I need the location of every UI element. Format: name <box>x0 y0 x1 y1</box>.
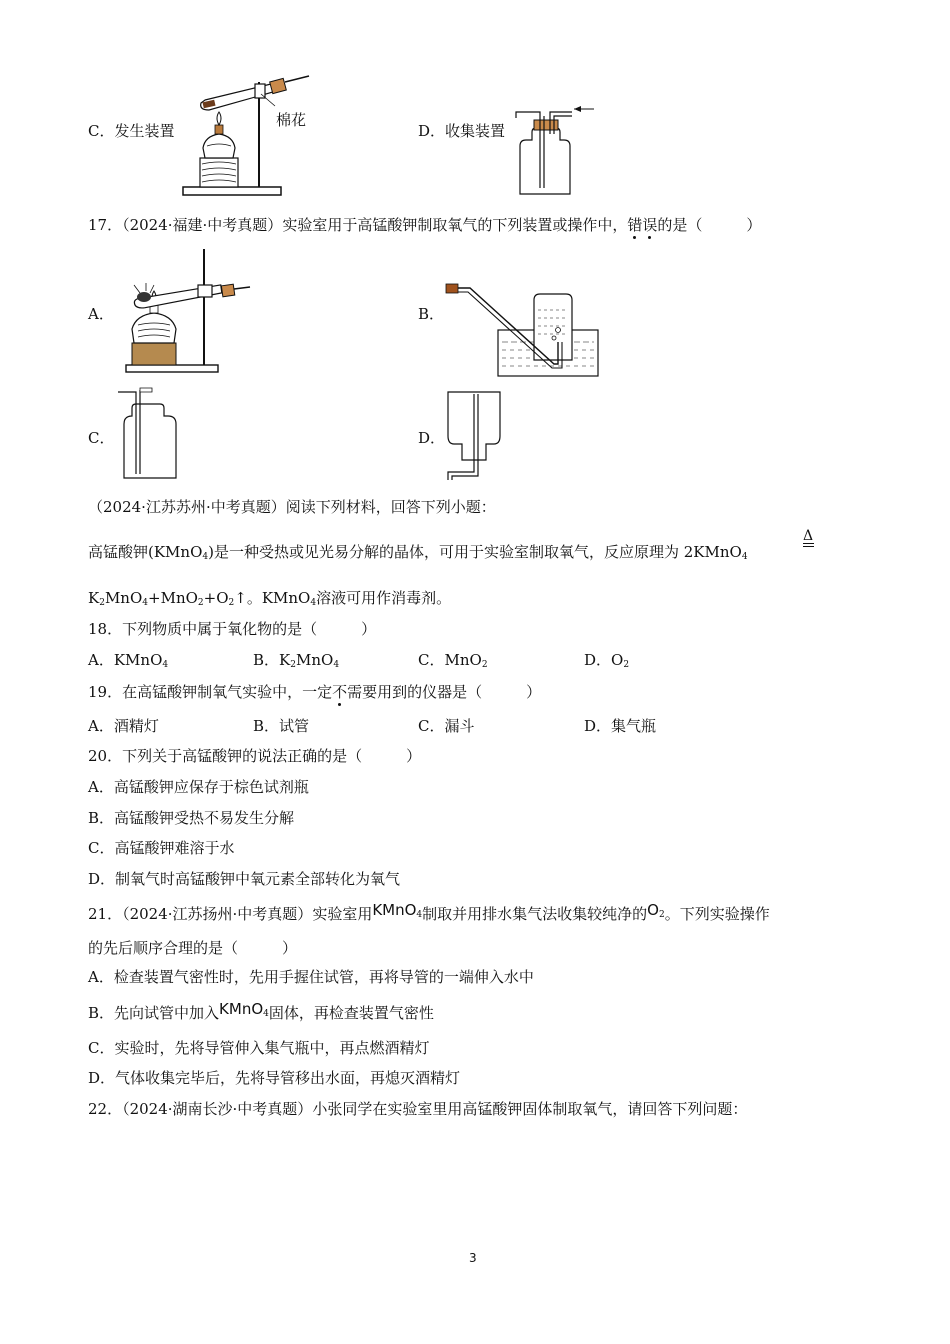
option-label: C． <box>88 122 115 140</box>
question-source: （2024·江苏扬州·中考真题） <box>122 905 313 923</box>
subscript: 4 <box>263 1009 269 1019</box>
option-text: MnO <box>295 651 334 669</box>
subscript: 4 <box>162 660 169 670</box>
text-run: MnO <box>104 589 143 607</box>
question-source: （2024·湖南长沙·中考真题） <box>122 1100 313 1118</box>
question-number: 22． <box>88 1100 123 1118</box>
q20-stem <box>88 746 421 766</box>
stem-text: 18．下列物质中属于氧化物的是（ <box>88 620 318 638</box>
text-run: +MnO <box>148 589 198 607</box>
option-label: A． <box>88 968 114 986</box>
close-paren: ） <box>406 747 422 765</box>
subscript: 4 <box>142 598 149 608</box>
stem-text: 小张同学在实验室里用高锰酸钾固体制取氧气，请回答下列问题： <box>312 1100 748 1118</box>
q17-option-d-label: D． <box>418 429 446 447</box>
subscript: 4 <box>310 598 317 608</box>
q19-option-c <box>418 716 475 736</box>
option-text: 发生装置 <box>114 122 175 140</box>
option-label: D． <box>584 717 612 735</box>
emphasis-char: 不 <box>332 683 348 701</box>
q21-option-c <box>88 1038 430 1058</box>
option-text: 高锰酸钾应保存于棕色试剂瓶 <box>113 778 309 796</box>
option-label: B． <box>88 1004 115 1022</box>
q18-option-a <box>88 650 168 670</box>
text-run: +O <box>203 589 229 607</box>
text-run: K <box>88 589 100 607</box>
subscript: 2 <box>99 598 105 608</box>
stem-text: 实验室用 <box>312 905 373 923</box>
subscript: 2 <box>290 660 296 670</box>
stem-text: 实验室用于高锰酸钾制取氧气的下列装置或操作中， <box>282 216 628 234</box>
question-source: （2024·福建·中考真题） <box>122 216 283 234</box>
close-paren: ） <box>282 939 298 957</box>
option-text: O <box>611 651 624 669</box>
subscript: 2 <box>623 660 630 670</box>
option-text: 集气瓶 <box>611 717 657 735</box>
q16-option-c <box>88 121 175 141</box>
close-paren: ） <box>526 683 542 701</box>
option-label: B． <box>88 809 115 827</box>
material-header: （2024·江苏苏州·中考真题）阅读下列材料，回答下列小题： <box>88 498 496 516</box>
q19-option-b <box>253 716 309 736</box>
option-label: D． <box>88 1069 116 1087</box>
formula-text: KMnO <box>372 901 417 919</box>
stem-text: 19．在高锰酸钾制氧气实验中，一定 <box>88 683 333 701</box>
close-paren: ） <box>746 216 762 234</box>
option-label: A． <box>88 651 114 669</box>
option-text: KMnO <box>113 651 163 669</box>
option-label: D． <box>584 651 612 669</box>
text-run: )是一种受热或见光易分解的晶体，可用于实验室制取氧气，反应原理为 2KMnO <box>208 543 742 561</box>
q18-option-b <box>253 650 339 670</box>
stem-text: 制取并用排水集气法收集较纯净的 <box>422 905 648 923</box>
q17-option-b-figure <box>442 280 602 380</box>
subscript: 2 <box>228 598 235 608</box>
stem-text: 的是（ <box>657 216 703 234</box>
option-label: A． <box>88 717 114 735</box>
subscript: 2 <box>658 910 665 920</box>
page-number: 3 <box>469 1251 477 1265</box>
option-text: 制氧气时高锰酸钾中氧元素全部转化为氧气 <box>115 870 401 888</box>
q21-option-d <box>88 1068 460 1088</box>
q17-option-d-figure <box>444 386 514 482</box>
q21-option-b <box>88 1000 434 1023</box>
q18-option-c <box>418 650 488 670</box>
q17-option-b-label: B． <box>418 305 445 323</box>
emphasis-char: 误 <box>642 216 658 234</box>
q17-option-c-label: C． <box>88 429 115 447</box>
formula-text: O <box>647 901 659 919</box>
option-text: 实验时，先将导管伸入集气瓶中，再点燃酒精灯 <box>114 1039 430 1057</box>
q20-option-a <box>88 777 309 797</box>
option-label: C． <box>88 1039 115 1057</box>
q17-option-a-label: A． <box>88 305 114 323</box>
subscript: 4 <box>741 552 748 562</box>
question-number: 21． <box>88 905 123 923</box>
option-label: D． <box>418 122 446 140</box>
text-run: 高锰酸钾(KMnO <box>88 543 203 561</box>
q19-option-d <box>584 716 656 736</box>
q18-option-d <box>584 650 629 670</box>
option-label: C． <box>418 717 445 735</box>
option-label: C． <box>88 839 115 857</box>
subscript: 4 <box>333 660 340 670</box>
collection-bottle-figure <box>508 100 598 200</box>
material-line-2 <box>88 588 451 608</box>
option-text: 收集装置 <box>445 122 506 140</box>
subscript: 4 <box>202 552 209 562</box>
stem-text: 。下列实验操作 <box>664 905 770 923</box>
q19-option-a <box>88 716 159 736</box>
q21-stem-line-1 <box>88 901 770 924</box>
cotton-annotation: 棉花 <box>276 111 307 129</box>
option-text: 漏斗 <box>444 717 475 735</box>
option-text: 气体收集完毕后，先将导管移出水面，再熄灭酒精灯 <box>115 1069 461 1087</box>
option-text: 先向试管中加入 <box>114 1004 220 1022</box>
q20-option-d <box>88 869 400 889</box>
formula-text: KMnO <box>219 1000 264 1018</box>
option-label: B． <box>253 651 280 669</box>
subscript: 2 <box>197 598 204 608</box>
subscript: 2 <box>481 660 488 670</box>
option-text: MnO <box>444 651 482 669</box>
option-text: 酒精灯 <box>113 717 159 735</box>
q16-option-d <box>418 121 505 141</box>
delta-symbol: Δ <box>803 528 814 544</box>
option-text: 高锰酸钾受热不易发生分解 <box>114 809 295 827</box>
close-paren: ） <box>361 620 377 638</box>
q22-stem <box>88 1099 747 1119</box>
option-text: 试管 <box>279 717 310 735</box>
option-label: C． <box>418 651 445 669</box>
subscript: 4 <box>416 910 423 920</box>
option-text: 检查装置气密性时，先用手握住试管，再将导管的一端伸入水中 <box>113 968 534 986</box>
q18-stem <box>88 619 376 639</box>
q17-option-c-figure <box>116 386 186 482</box>
option-label: A． <box>88 778 114 796</box>
stem-text: 20．下列关于高锰酸钾的说法正确的是（ <box>88 747 363 765</box>
option-label: D． <box>88 870 116 888</box>
q21-stem-line-2 <box>88 938 297 958</box>
option-label: B． <box>253 717 280 735</box>
text-run: 溶液可用作消毒剂。 <box>316 589 452 607</box>
option-text: 固体，再检查装置气密性 <box>268 1004 434 1022</box>
q20-option-c <box>88 838 235 858</box>
stem-text: 需要用到的仪器是（ <box>347 683 483 701</box>
heating-condition <box>803 526 814 547</box>
generator-apparatus-figure <box>175 70 315 200</box>
option-text: 高锰酸钾难溶于水 <box>114 839 235 857</box>
q17-stem <box>88 215 761 235</box>
q21-option-a <box>88 967 534 987</box>
stem-text: 的先后顺序合理的是（ <box>88 939 239 957</box>
question-number: 17． <box>88 216 123 234</box>
emphasis-char: 错 <box>627 216 643 234</box>
q20-option-b <box>88 808 294 828</box>
option-text: K <box>279 651 291 669</box>
q17-option-a-figure <box>122 245 252 375</box>
text-run: ↑。KMnO <box>234 589 311 607</box>
q19-stem <box>88 682 541 702</box>
material-line-1 <box>88 542 748 562</box>
